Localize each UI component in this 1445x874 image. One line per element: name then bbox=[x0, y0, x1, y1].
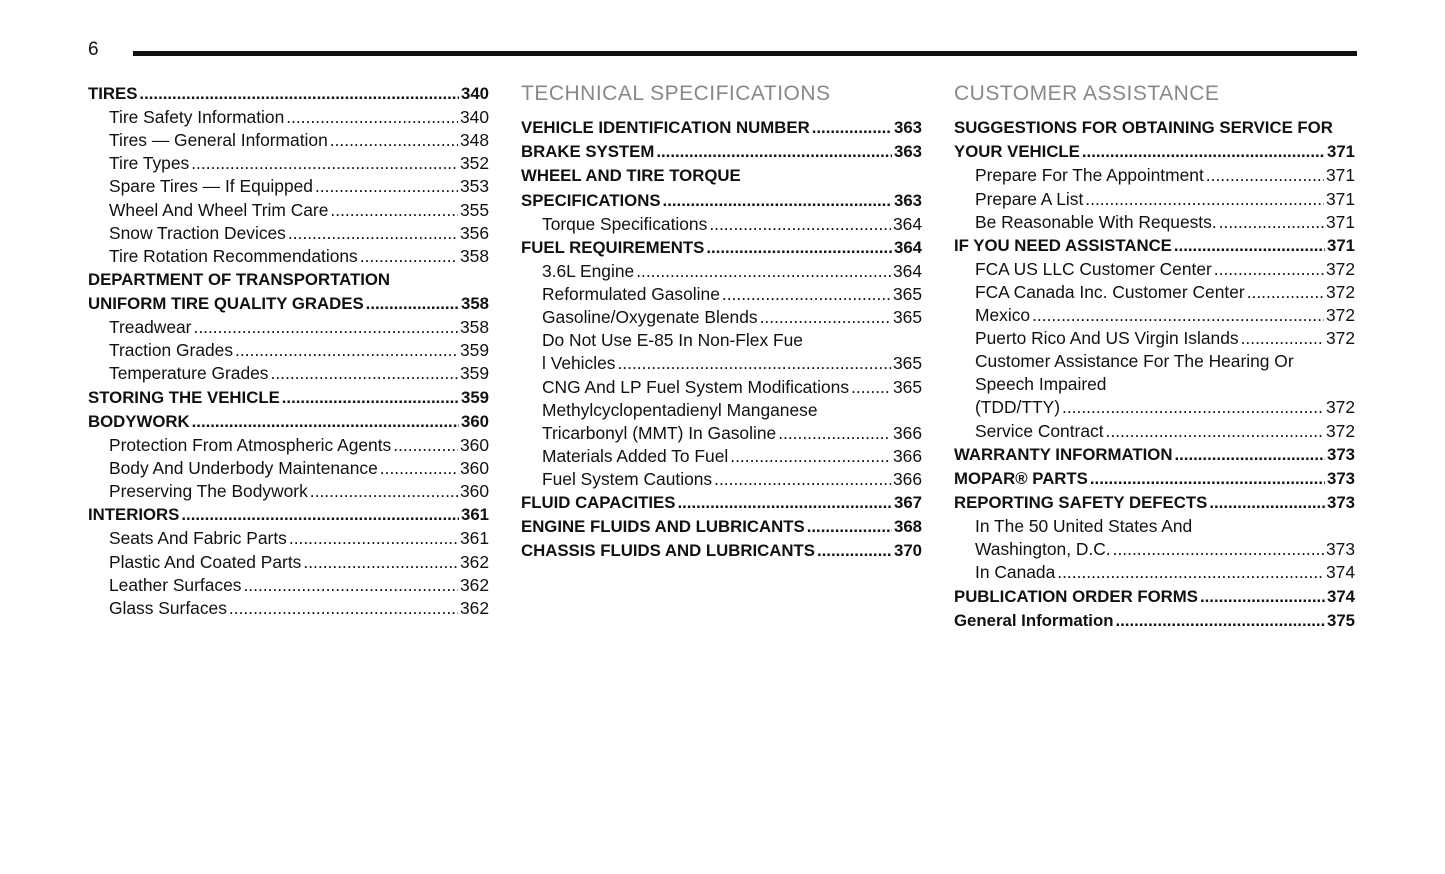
toc-heading-entry[interactable] bbox=[521, 539, 922, 563]
dot-leader bbox=[1082, 140, 1325, 164]
toc-subentry[interactable] bbox=[954, 211, 1355, 234]
dot-leader bbox=[181, 503, 459, 527]
toc-entry-title: Do Not Use E-85 In Non-Flex Fue bbox=[542, 330, 803, 351]
dot-leader bbox=[282, 386, 459, 410]
toc-subentry[interactable] bbox=[88, 434, 489, 457]
dot-leader bbox=[393, 434, 458, 457]
dot-leader bbox=[289, 527, 458, 550]
dot-leader bbox=[235, 339, 458, 362]
toc-entry-title: Speech Impaired bbox=[975, 374, 1107, 395]
toc-entry-title: YOUR VEHICLE bbox=[954, 142, 1080, 162]
dot-leader bbox=[192, 410, 459, 434]
toc-page-number: 372 bbox=[1325, 420, 1355, 441]
toc-subentry[interactable] bbox=[88, 316, 489, 339]
toc-subentry[interactable] bbox=[88, 106, 489, 129]
toc-subentry[interactable] bbox=[521, 422, 922, 445]
toc-page-number: 373 bbox=[1327, 493, 1355, 513]
toc-subentry[interactable] bbox=[954, 281, 1355, 304]
toc-entry-title: WHEEL AND TIRE TORQUE bbox=[521, 166, 741, 186]
toc-entry-title: Glass Surfaces bbox=[109, 597, 227, 618]
toc-subentry[interactable] bbox=[954, 350, 1355, 373]
dot-leader bbox=[730, 445, 891, 468]
toc-page-number: 355 bbox=[459, 199, 489, 220]
toc-subentry[interactable] bbox=[954, 420, 1355, 443]
toc-heading-entry[interactable] bbox=[88, 292, 489, 316]
toc-page-number: 340 bbox=[461, 84, 489, 103]
toc-subentry[interactable] bbox=[954, 258, 1355, 281]
toc-page-number: 372 bbox=[1325, 397, 1355, 418]
toc-page-number: 368 bbox=[894, 517, 922, 537]
toc-page-number: 371 bbox=[1325, 165, 1355, 186]
toc-subentry[interactable] bbox=[954, 396, 1355, 419]
dot-leader bbox=[636, 260, 891, 283]
toc-heading-entry[interactable] bbox=[88, 82, 489, 106]
dot-leader bbox=[229, 597, 458, 620]
toc-subentry[interactable] bbox=[88, 551, 489, 574]
dot-leader bbox=[706, 236, 892, 260]
dot-leader bbox=[812, 116, 892, 140]
toc-page-number: 371 bbox=[1327, 142, 1355, 162]
toc-entry-title: SUGGESTIONS FOR OBTAINING SERVICE FOR bbox=[954, 118, 1333, 137]
toc-heading-entry[interactable] bbox=[521, 164, 922, 188]
toc-page-number: 353 bbox=[459, 176, 489, 197]
toc-subentry[interactable] bbox=[954, 373, 1355, 396]
toc-page-number: 372 bbox=[1325, 281, 1355, 302]
toc-entry-title: DEPARTMENT OF TRANSPORTATION bbox=[88, 269, 391, 289]
toc-entry-title: WARRANTY INFORMATION bbox=[954, 444, 1173, 464]
toc-page-number: 361 bbox=[459, 528, 489, 549]
toc-subentry[interactable] bbox=[88, 199, 489, 222]
toc-page-number: 374 bbox=[1325, 562, 1355, 583]
toc-heading-entry[interactable] bbox=[954, 140, 1355, 164]
toc-entry-title: TIRES bbox=[88, 84, 138, 103]
toc-page-number: 372 bbox=[1325, 305, 1355, 326]
toc-entry-title: Wheel And Wheel Trim Care bbox=[109, 199, 329, 220]
toc-entry-title: Protection From Atmospheric Agents bbox=[109, 434, 392, 455]
dot-leader bbox=[778, 422, 891, 445]
dot-leader bbox=[1113, 538, 1324, 561]
toc-entry-title: Service Contract bbox=[975, 420, 1104, 441]
dot-leader bbox=[851, 376, 891, 399]
dot-leader bbox=[315, 175, 458, 198]
toc-page-number: 364 bbox=[892, 261, 922, 282]
toc-entry-title: General Information bbox=[954, 610, 1114, 630]
toc-subentry[interactable] bbox=[88, 245, 489, 268]
toc-entry-title: Materials Added To Fuel bbox=[542, 445, 729, 466]
toc-subentry[interactable] bbox=[521, 468, 922, 491]
dot-leader bbox=[714, 468, 891, 491]
toc-page-number: 362 bbox=[459, 574, 489, 595]
toc-entry-title: Snow Traction Devices bbox=[109, 222, 286, 243]
toc-subentry[interactable] bbox=[954, 538, 1355, 561]
toc-subentry[interactable] bbox=[954, 515, 1355, 538]
toc-page-number: 375 bbox=[1327, 610, 1355, 630]
toc-page-number: 360 bbox=[459, 481, 489, 502]
toc-subentry[interactable] bbox=[954, 188, 1355, 211]
dot-leader bbox=[1057, 561, 1324, 584]
toc-page-number: 364 bbox=[894, 237, 922, 257]
toc-page-number: 373 bbox=[1325, 539, 1355, 560]
page-number: 6 bbox=[88, 39, 99, 60]
dot-leader bbox=[1241, 327, 1324, 350]
toc-heading-entry[interactable] bbox=[954, 116, 1355, 140]
toc-entry-title: INTERIORS bbox=[88, 505, 180, 525]
toc-subentry[interactable] bbox=[88, 339, 489, 362]
dot-leader bbox=[760, 306, 891, 329]
toc-entry-title: Seats And Fabric Parts bbox=[109, 528, 287, 549]
toc-entry-title: (TDD/TTY) bbox=[975, 397, 1061, 418]
dot-leader bbox=[271, 362, 458, 385]
toc-entry-title: In The 50 United States And bbox=[975, 516, 1193, 537]
toc-heading-entry[interactable] bbox=[521, 491, 922, 515]
toc-entry-title: Tricarbonyl (MMT) In Gasoline bbox=[542, 422, 777, 443]
toc-subentry[interactable] bbox=[521, 352, 922, 375]
toc-entry-title: FUEL REQUIREMENTS bbox=[521, 237, 705, 257]
toc-subentry[interactable] bbox=[521, 376, 922, 399]
toc-heading-entry[interactable] bbox=[88, 386, 489, 410]
toc-entry-title: CHASSIS FLUIDS AND LUBRICANTS bbox=[521, 541, 815, 561]
toc-page-number: 358 bbox=[459, 245, 489, 266]
dot-leader bbox=[722, 283, 891, 306]
toc-subentry[interactable] bbox=[521, 306, 922, 329]
toc-column-2 bbox=[521, 82, 922, 564]
toc-entry-title: VEHICLE IDENTIFICATION NUMBER bbox=[521, 118, 810, 137]
dot-leader bbox=[807, 515, 892, 539]
toc-heading-entry[interactable] bbox=[954, 491, 1355, 515]
toc-heading-entry[interactable] bbox=[521, 515, 922, 539]
toc-page-number: 364 bbox=[892, 213, 922, 234]
toc-page-number: 373 bbox=[1327, 468, 1355, 488]
toc-subentry[interactable] bbox=[88, 574, 489, 597]
dot-leader bbox=[1219, 211, 1324, 234]
dot-leader bbox=[139, 82, 459, 106]
toc-entry-title: Treadwear bbox=[109, 317, 192, 338]
dot-leader bbox=[1115, 609, 1325, 633]
toc-heading-entry[interactable] bbox=[954, 467, 1355, 491]
toc-entry-title: UNIFORM TIRE QUALITY GRADES bbox=[88, 294, 364, 314]
toc-entry-title: IF YOU NEED ASSISTANCE bbox=[954, 235, 1172, 255]
toc-entry-title: Preserving The Bodywork bbox=[109, 481, 308, 502]
dot-leader bbox=[310, 480, 458, 503]
toc-page-number: 372 bbox=[1325, 328, 1355, 349]
toc-subentry[interactable] bbox=[88, 152, 489, 175]
toc-page-number: 370 bbox=[894, 541, 922, 561]
toc-entry-title: Gasoline/Oxygenate Blends bbox=[542, 307, 758, 328]
dot-leader bbox=[1090, 467, 1325, 491]
toc-subentry[interactable] bbox=[954, 327, 1355, 350]
toc-page-number: 363 bbox=[894, 142, 922, 162]
dot-leader bbox=[330, 199, 458, 222]
toc-entry-title: Mexico bbox=[975, 305, 1031, 326]
toc-page-number: 374 bbox=[1327, 586, 1355, 606]
dot-leader bbox=[243, 574, 458, 597]
toc-page-number: 358 bbox=[459, 317, 489, 338]
toc-entry-title: l Vehicles bbox=[542, 353, 616, 374]
toc-entry-title: FLUID CAPACITIES bbox=[521, 493, 676, 513]
dot-leader bbox=[191, 152, 458, 175]
toc-heading-entry[interactable] bbox=[88, 268, 489, 292]
toc-entry-title: Reformulated Gasoline bbox=[542, 284, 720, 305]
toc-entry-title: Methylcyclopentadienyl Manganese bbox=[542, 399, 818, 420]
dot-leader bbox=[380, 457, 458, 480]
toc-page-number: 365 bbox=[892, 307, 922, 328]
toc-column-1 bbox=[88, 82, 489, 620]
toc-page-number: 371 bbox=[1325, 188, 1355, 209]
dot-leader bbox=[1206, 164, 1324, 187]
toc-heading-entry[interactable] bbox=[521, 236, 922, 260]
toc-subentry[interactable] bbox=[521, 260, 922, 283]
toc-page-number: 359 bbox=[459, 363, 489, 384]
toc-heading-entry[interactable] bbox=[954, 609, 1355, 633]
toc-page-number: 366 bbox=[892, 422, 922, 443]
toc-subentry[interactable] bbox=[88, 457, 489, 480]
toc-entry-title: BODYWORK bbox=[88, 411, 190, 431]
dot-leader bbox=[1214, 258, 1324, 281]
dot-leader bbox=[193, 316, 458, 339]
toc-subentry[interactable] bbox=[88, 175, 489, 198]
toc-entry-title: Temperature Grades bbox=[109, 363, 269, 384]
toc-entry-title: FCA Canada Inc. Customer Center bbox=[975, 281, 1245, 302]
toc-page-number: 371 bbox=[1325, 211, 1355, 232]
toc-subentry[interactable] bbox=[521, 283, 922, 306]
toc-entry-title: Prepare A List bbox=[975, 188, 1084, 209]
dot-leader bbox=[303, 551, 458, 574]
toc-entry-title: 3.6L Engine bbox=[542, 261, 635, 282]
toc-entry-title: Tires — General Information bbox=[109, 130, 328, 151]
toc-page-number: 363 bbox=[894, 190, 922, 210]
toc-entry-title: Be Reasonable With Requests. bbox=[975, 211, 1217, 232]
toc-heading-entry[interactable] bbox=[954, 585, 1355, 609]
dot-leader bbox=[288, 222, 458, 245]
dot-leader bbox=[286, 106, 458, 129]
toc-entry-title: Fuel System Cautions bbox=[542, 468, 713, 489]
toc-subentry[interactable] bbox=[954, 561, 1355, 584]
toc-subentry[interactable] bbox=[954, 164, 1355, 187]
dot-leader bbox=[1085, 188, 1324, 211]
toc-page-number: 366 bbox=[892, 468, 922, 489]
dot-leader bbox=[1062, 396, 1324, 419]
toc-page-number: 372 bbox=[1325, 258, 1355, 279]
toc-entry-title: REPORTING SAFETY DEFECTS bbox=[954, 493, 1208, 513]
section-title: TECHNICAL SPECIFICATIONS bbox=[521, 82, 831, 105]
toc-page-number: 367 bbox=[894, 493, 922, 513]
dot-leader bbox=[817, 539, 892, 563]
dot-leader bbox=[663, 189, 892, 213]
toc-entry-title: Tire Types bbox=[109, 153, 190, 174]
dot-leader bbox=[656, 140, 892, 164]
toc-page-number: 373 bbox=[1327, 444, 1355, 464]
toc-entry-title: MOPAR® PARTS bbox=[954, 468, 1088, 488]
toc-entry-title: Prepare For The Appointment bbox=[975, 165, 1204, 186]
dot-leader bbox=[330, 129, 458, 152]
toc-heading-entry[interactable] bbox=[521, 189, 922, 213]
toc-entry-title: ENGINE FLUIDS AND LUBRICANTS bbox=[521, 517, 805, 537]
toc-heading-entry[interactable] bbox=[521, 116, 922, 140]
toc-subentry[interactable] bbox=[88, 129, 489, 152]
toc-page-number: 362 bbox=[459, 551, 489, 572]
toc-subentry[interactable] bbox=[88, 527, 489, 550]
toc-page-number: 365 bbox=[892, 376, 922, 397]
dot-leader bbox=[1106, 420, 1324, 443]
toc-entry-title: Tire Rotation Recommendations bbox=[109, 245, 358, 266]
toc-entry-title: Puerto Rico And US Virgin Islands bbox=[975, 328, 1239, 349]
toc-page-number: 359 bbox=[459, 340, 489, 361]
dot-leader bbox=[360, 245, 458, 268]
toc-page-number: 360 bbox=[459, 458, 489, 479]
toc-page-number: 348 bbox=[459, 130, 489, 151]
toc-page-number: 358 bbox=[461, 294, 489, 314]
toc-entry-title: CNG And LP Fuel System Modifications bbox=[542, 376, 850, 397]
toc-page-number: 360 bbox=[461, 411, 489, 431]
toc-heading-entry[interactable] bbox=[88, 503, 489, 527]
toc-page-number: 359 bbox=[461, 387, 489, 407]
dot-leader bbox=[617, 352, 891, 375]
toc-subentry[interactable] bbox=[521, 399, 922, 422]
toc-entry-title: Spare Tires — If Equipped bbox=[109, 176, 313, 197]
toc-heading-entry[interactable] bbox=[88, 410, 489, 434]
toc-page-number: 371 bbox=[1327, 235, 1355, 255]
dot-leader bbox=[366, 292, 459, 316]
toc-page-number: 365 bbox=[892, 353, 922, 374]
toc-column-3 bbox=[954, 82, 1355, 633]
toc-entry-title: Customer Assistance For The Hearing Or bbox=[975, 351, 1294, 372]
toc-subentry[interactable] bbox=[954, 304, 1355, 327]
toc-subentry[interactable] bbox=[521, 213, 922, 236]
toc-page-number: 352 bbox=[459, 153, 489, 174]
toc-subentry[interactable] bbox=[88, 480, 489, 503]
dot-leader bbox=[1174, 234, 1325, 258]
toc-subentry[interactable] bbox=[88, 362, 489, 385]
toc-entry-title: FCA US LLC Customer Center bbox=[975, 258, 1212, 279]
toc-page-number: 356 bbox=[459, 222, 489, 243]
dot-leader bbox=[1032, 304, 1324, 327]
header-rule bbox=[133, 51, 1357, 56]
toc-page-number: 362 bbox=[459, 597, 489, 618]
dot-leader bbox=[1174, 443, 1325, 467]
toc-entry-title: SPECIFICATIONS bbox=[521, 190, 661, 210]
toc-entry-title: Plastic And Coated Parts bbox=[109, 551, 302, 572]
toc-entry-title: Leather Surfaces bbox=[109, 574, 242, 595]
dot-leader bbox=[677, 491, 892, 515]
toc-entry-title: STORING THE VEHICLE bbox=[88, 387, 280, 407]
dot-leader bbox=[1247, 281, 1324, 304]
toc-entry-title: Tire Safety Information bbox=[109, 107, 285, 128]
toc-entry-title: Body And Underbody Maintenance bbox=[109, 458, 378, 479]
toc-entry-title: BRAKE SYSTEM bbox=[521, 142, 655, 162]
toc-page-number: 340 bbox=[459, 107, 489, 128]
toc-heading-entry[interactable] bbox=[954, 234, 1355, 258]
dot-leader bbox=[709, 213, 891, 236]
toc-page-number: 365 bbox=[892, 284, 922, 305]
toc-entry-title: Torque Specifications bbox=[542, 213, 708, 234]
toc-subentry[interactable] bbox=[88, 222, 489, 245]
toc-entry-title: Traction Grades bbox=[109, 340, 234, 361]
toc-subentry[interactable] bbox=[521, 329, 922, 352]
toc-heading-entry[interactable] bbox=[954, 443, 1355, 467]
toc-subentry[interactable] bbox=[521, 445, 922, 468]
dot-leader bbox=[1200, 585, 1325, 609]
toc-subentry[interactable] bbox=[88, 597, 489, 620]
toc-entry-title: Washington, D.C. bbox=[975, 539, 1111, 560]
toc-page-number: 361 bbox=[461, 505, 489, 525]
section-title: CUSTOMER ASSISTANCE bbox=[954, 82, 1220, 105]
toc-heading-entry[interactable] bbox=[521, 140, 922, 164]
toc-page-number: 360 bbox=[459, 434, 489, 455]
toc-page-number: 366 bbox=[892, 445, 922, 466]
toc-entry-title: In Canada bbox=[975, 562, 1056, 583]
dot-leader bbox=[1209, 491, 1325, 515]
toc-page-number: 363 bbox=[894, 118, 922, 137]
toc-entry-title: PUBLICATION ORDER FORMS bbox=[954, 586, 1198, 606]
